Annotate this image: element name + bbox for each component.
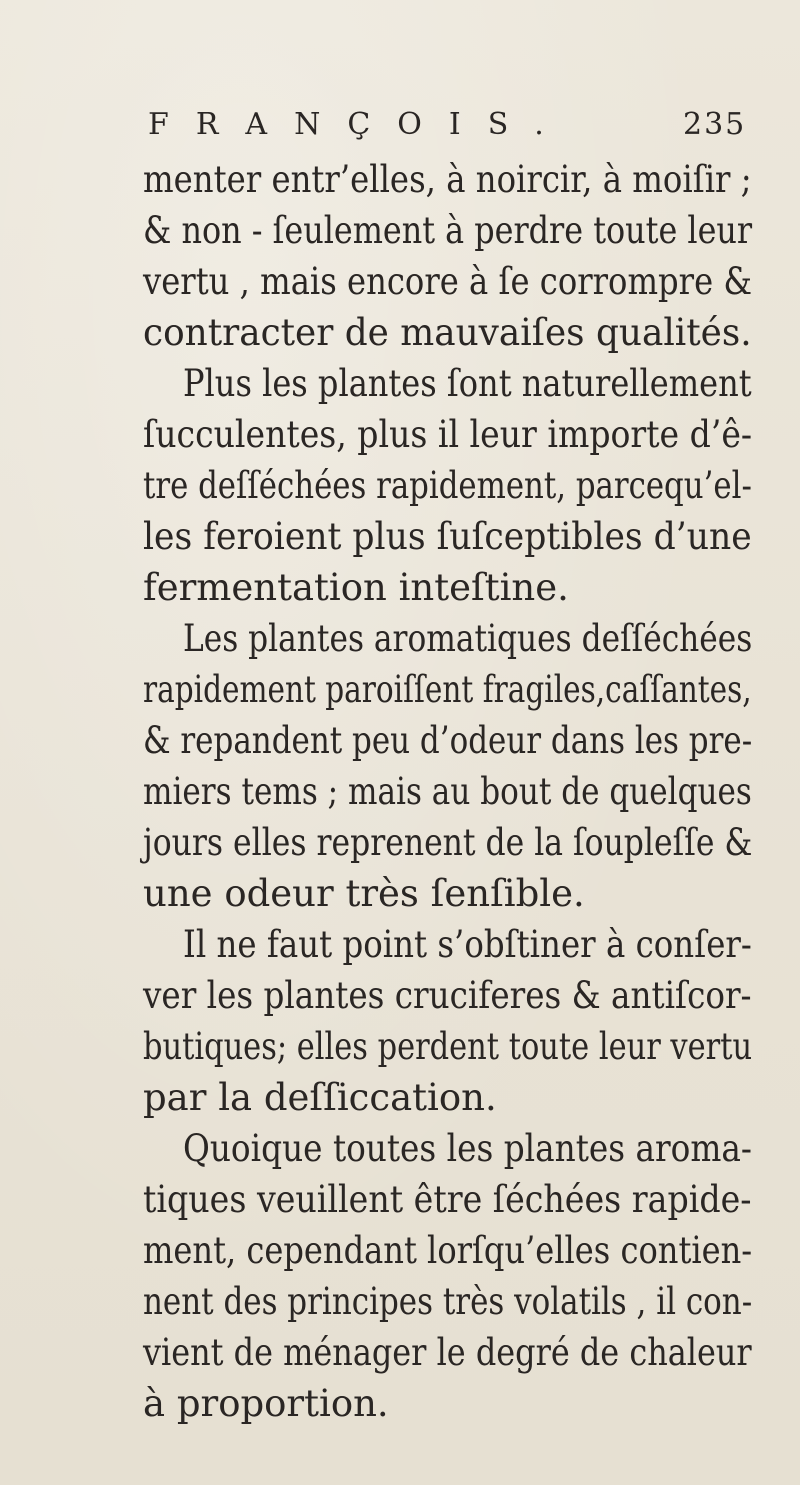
text-line: butiques; elles perdent toute leur vertu	[143, 1025, 753, 1068]
text-line: contracter de mauvaiſes qualités.	[143, 311, 752, 354]
text-line: ver les plantes cruciferes & antiſcor-	[143, 974, 752, 1017]
text-line: les feroient plus ſuſceptibles d’une	[143, 515, 752, 558]
text-line: une odeur très ſenſible.	[143, 872, 585, 915]
text-line: menter entr’elles, à noircir, à moiſir ;	[143, 158, 752, 201]
text-line: tiques veuillent être ſéchées rapide-	[143, 1178, 752, 1221]
page-number: 235	[683, 107, 747, 142]
text-line: par la deſſiccation.	[143, 1076, 497, 1119]
running-head	[0, 100, 800, 150]
text-line: miers tems ; mais au bout de quelques	[143, 770, 752, 813]
text-line: & repandent peu d’odeur dans les pre-	[143, 719, 753, 762]
text-line: Les plantes aromatiques deſſéchées	[183, 617, 753, 660]
text-line: ſucculentes, plus il leur importe d’ê-	[143, 413, 753, 456]
text-line: tre deſſéchées rapidement, parcequ’el-	[143, 464, 752, 507]
text-line: fermentation inteſtine.	[143, 566, 569, 609]
running-head-title: FRANÇOIS.	[148, 107, 571, 142]
text-line: nent des principes très volatils , il con-	[143, 1280, 753, 1323]
text-line: rapidement paroiſſent fragiles,caſſantes,	[143, 668, 752, 711]
text-line: Il ne faut point s’obſtiner à conſer-	[183, 923, 752, 966]
text-line: ment, cependant lorſqu’elles contien-	[143, 1229, 753, 1272]
text-line: à proportion.	[143, 1382, 389, 1425]
text-line: & non - ſeulement à perdre toute leur	[143, 209, 753, 252]
text-line: Quoique toutes les plantes aroma-	[183, 1127, 753, 1170]
text-line: Plus les plantes ſont naturellement	[183, 362, 752, 405]
text-line: jours elles reprenent de la ſoupleſſe &	[143, 821, 753, 864]
text-line: vertu , mais encore à ſe corrompre &	[143, 260, 753, 303]
text-line: vient de ménager le degré de chaleur	[143, 1331, 752, 1374]
